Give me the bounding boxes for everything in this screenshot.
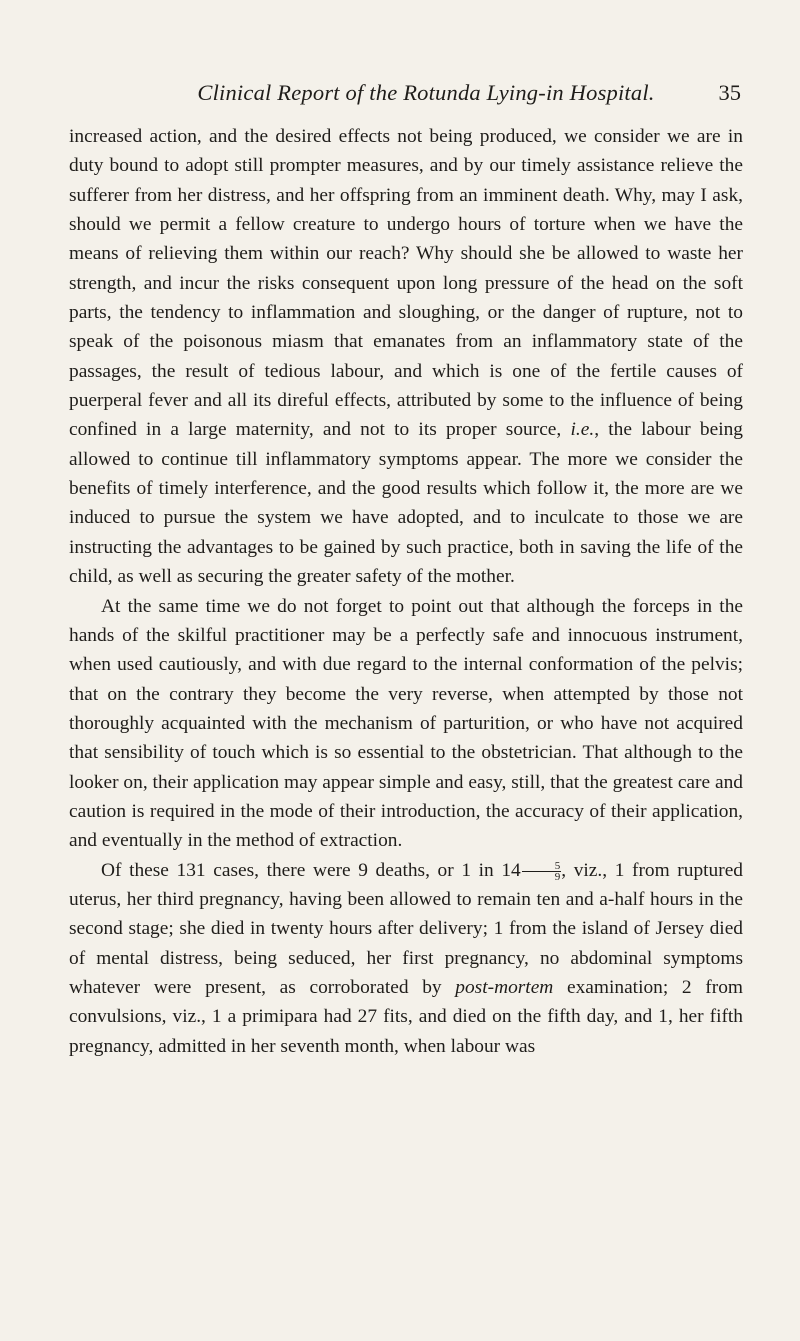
page-number: 35 — [718, 80, 741, 105]
paragraph-1-text: increased action, and the desired effects not being produced, we consider we are in duty bound to adopt still prompter measures, and by our timely assistance relieve the sufferer from her distress, and her offspring from an imminent death. Why, may I ask, should we permit a fellow creature to undergo hours of torture when we have the means of relieving them within our reach? Why should she be allowed to waste her strength, and incur the risks consequent upon long pressure of the head on the soft parts, the tendency to inflammation and sloughing, or the danger of rupture, not to speak of the poisonous miasm that emanates from an inflammatory state of the passages, the result of tedious labour, and which is one of the fertile causes of puerperal fever and all its direful effects, attributed by some to the influence of being confined in a large maternity, and not to its proper source, — [69, 126, 743, 441]
paragraph-3-text-middle: , viz., 1 from ruptured uterus, her third pregnancy, having been allowed to remain ten and a-half hours in the second stage; she died in twenty hours after delivery; 1 from the island of Jersey died of mental distress, being seduced, her first pregnancy, no abdominal symptoms whatever were present, as corroborated by — [69, 859, 743, 998]
paragraph-2 — [69, 592, 743, 856]
paragraph-1-italic: i.e. — [570, 419, 595, 441]
paragraph-3-italic: post-mortem — [455, 976, 554, 998]
paragraph-2-text: At the same time we do not forget to point out that although the forceps in the hands of the skilful practitioner may be a perfectly safe and innocuous instrument, when used cautiously, and with due regard to the internal conformation of the pelvis; that on the contrary they become the very reverse, when attempted by those not thoroughly acquainted with the mechanism of parturition, or who have not acquired that sensibility of touch which is so essential to the obstetrician. That although to the looker on, their application may appear simple and easy, still, that the greatest care and caution is required in the mode of their introduction, the accuracy of their application, and eventually in the method of extraction. — [69, 595, 743, 852]
fraction-numerator: 5 — [522, 861, 562, 872]
paragraph-3 — [69, 856, 743, 1061]
running-title: Clinical Report of the Rotunda Lying-in Hospital. — [197, 80, 655, 105]
fraction-denominator: 9 — [554, 870, 561, 883]
paragraph-1-text-after: , the labour being allowed to continue till inflammatory symptoms appear. The more we consider the benefits of timely interference, and the good results which follow it, the more are we induced to pursue the system we have adopted, and to inculcate to those we are instructing the advantages to be gained by such practice, both in saving the life of the child, as well as securing the greater safety of the mother. — [69, 419, 743, 588]
paragraph-3-text-after: examination; 2 from convulsions, viz., 1 a primipara had 27 fits, and died on the fifth day, and 1, her fifth pregnancy, admitted in her seventh month, when labour was — [69, 976, 743, 1057]
paragraph-1 — [69, 122, 743, 592]
paragraph-3-text-before: Of these 131 cases, there were 9 deaths, or 1 in 14 — [101, 859, 521, 881]
running-header — [69, 78, 743, 118]
body-text — [69, 122, 743, 1061]
fraction — [522, 861, 562, 882]
